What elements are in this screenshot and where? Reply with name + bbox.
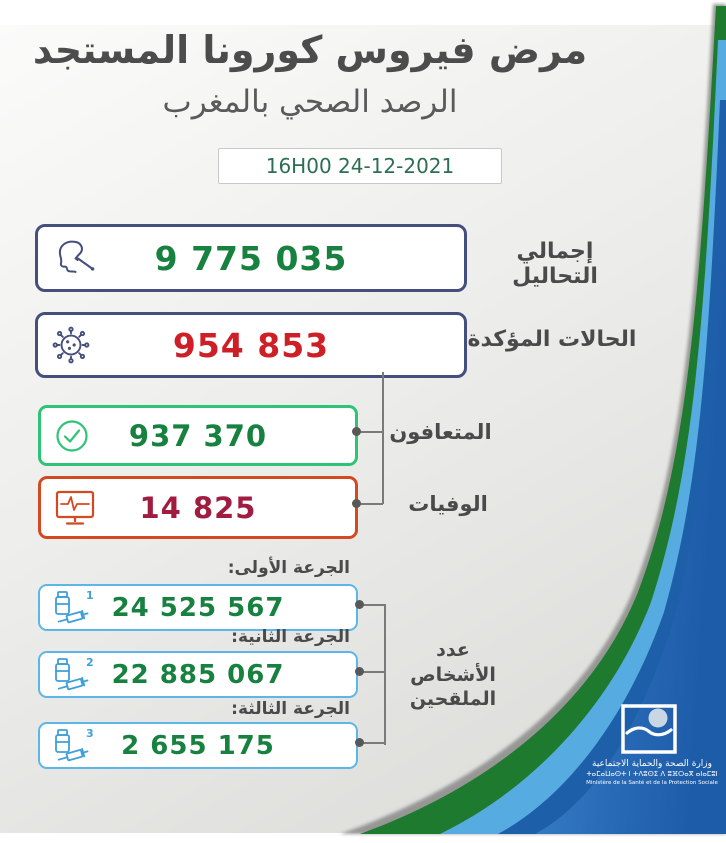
ministry-name-tifinagh: ⵜⴰⵎⴰⵡⴰⵙⵜ ⵏ ⵜⴷⵓⵙⵉ ⴷ ⵓⴼⵔⴰⴳ ⴰⵏⴰⵎⵓⵏ <box>586 770 718 778</box>
report-datetime-text: 16H00 24-12-2021 <box>265 154 455 178</box>
confirmed-cases-value: 954 853 <box>172 325 330 365</box>
check-circle-icon <box>53 417 91 455</box>
ministry-logo-icon <box>620 703 678 761</box>
connector-dot-deaths <box>352 499 361 508</box>
recovered-label: المتعافون <box>389 420 492 444</box>
total-tests-value: 9 775 035 <box>154 238 348 278</box>
vaccination-dot2 <box>355 667 364 676</box>
dose2-value: 22 885 067 <box>111 659 285 690</box>
ministry-logo-text <box>585 759 719 786</box>
report-datetime <box>218 148 502 184</box>
dose2-box <box>38 651 358 698</box>
page-title: مرض فيروس كورونا المستجد <box>32 28 588 72</box>
vaccination-bracket-vertical <box>384 605 386 745</box>
connector-dot-recovered <box>352 427 361 436</box>
ecg-monitor-icon <box>53 488 97 528</box>
page-subtitle: الرصد الصحي بالمغرب <box>162 84 458 120</box>
vaccination-dot1 <box>355 600 364 609</box>
dose1-box <box>38 584 358 631</box>
dose1-label: الجرعة الأولى: <box>227 558 350 578</box>
confirmed-cases-box <box>35 312 467 378</box>
dose1-badge: 1 <box>86 589 94 602</box>
nasal-swab-test-icon <box>50 238 98 278</box>
connector-confirmed-vertical <box>382 372 384 504</box>
vaccination-dot3 <box>355 738 364 747</box>
dose1-value: 24 525 567 <box>111 592 285 623</box>
dose3-box <box>38 722 358 769</box>
total-tests-label: إجمالي التحاليل <box>512 239 598 289</box>
dose3-value: 2 655 175 <box>121 730 275 761</box>
virus-icon <box>50 324 92 366</box>
recovered-value: 937 370 <box>128 418 268 453</box>
recovered-box <box>38 405 358 466</box>
confirmed-cases-label: الحالات المؤكدة <box>467 327 637 352</box>
ministry-name-french: Ministère de la Santé et de la Protection Sociale <box>586 780 718 786</box>
vaccinated-people-label: عدد الأشخاص الملقحين <box>409 639 497 711</box>
total-tests-box <box>35 224 467 292</box>
deaths-box <box>38 476 358 539</box>
deaths-label: الوفيات <box>408 492 488 516</box>
deaths-value: 14 825 <box>139 490 257 525</box>
dose3-label: الجرعة الثالثة: <box>231 699 350 719</box>
dose3-badge: 3 <box>86 727 94 740</box>
dose2-label: الجرعة الثانية: <box>231 627 350 647</box>
dose2-badge: 2 <box>86 656 94 669</box>
ministry-name-arabic: وزارة الصحة والحماية الاجتماعية <box>592 759 712 769</box>
